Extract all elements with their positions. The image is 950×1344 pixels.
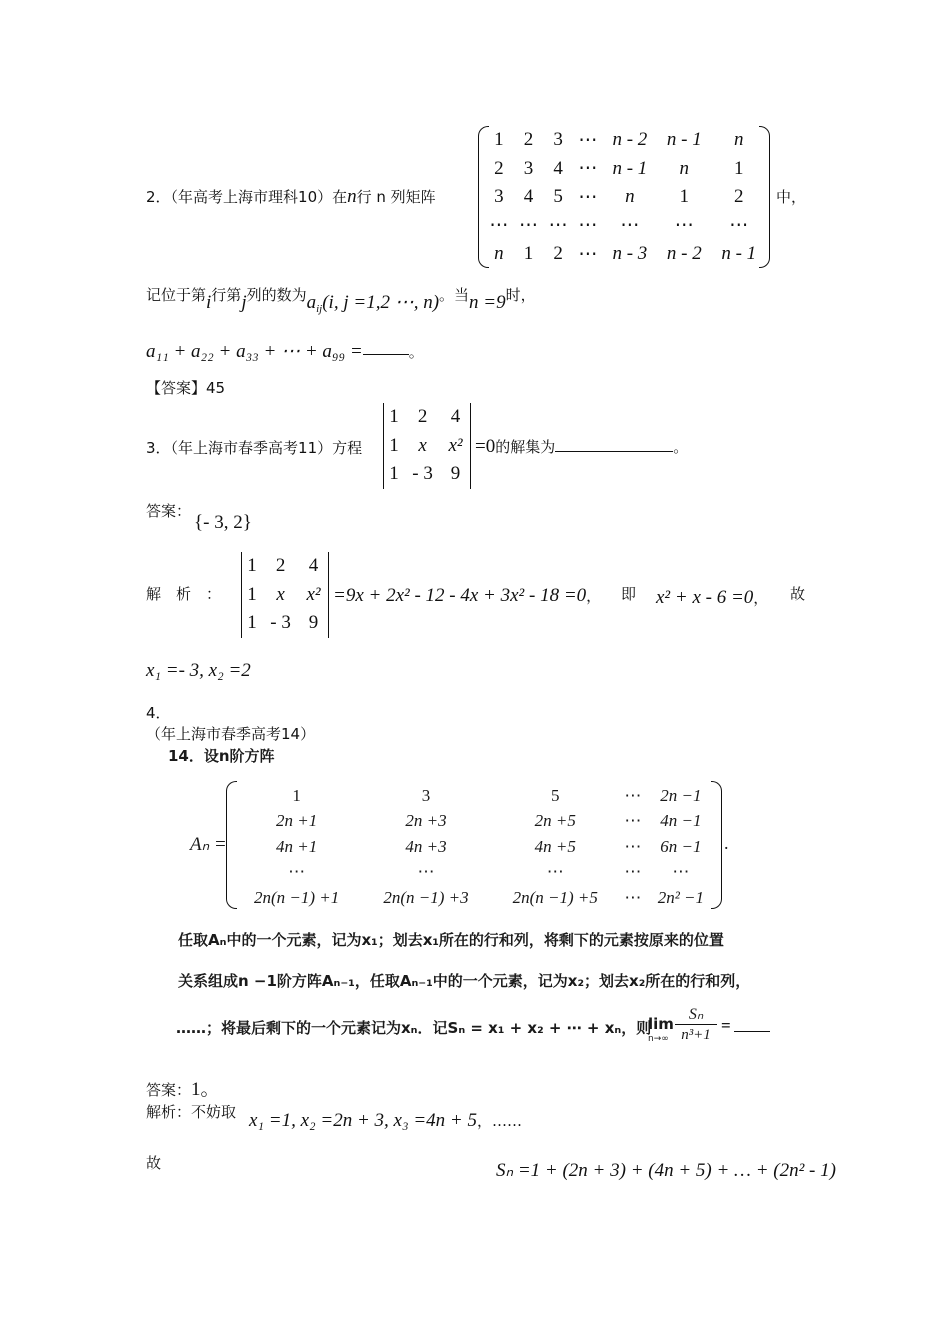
q2-answer-label: 【答案】 [146, 379, 207, 397]
q4-scan-matrix-cell: ⋯ [546, 862, 564, 882]
q3-det-cell: x² [448, 434, 463, 456]
q2-matrix-cell: n [734, 129, 744, 151]
q4-answer [146, 1074, 220, 1101]
q3-analysis-det-row [243, 581, 327, 610]
q2-matrix-row [484, 240, 766, 269]
q2-sum-tail: 。 [408, 343, 424, 361]
q3-tail [475, 436, 688, 458]
q2-line2 [146, 283, 536, 315]
q3-det-cell: x [418, 434, 427, 456]
q3-det-grid [385, 403, 469, 489]
q2-matrix-cell: 4 [553, 157, 563, 179]
q2-matrix-cell: n [494, 243, 504, 265]
q3-heading [146, 437, 362, 458]
q4-analysis-label-line [146, 1101, 236, 1122]
q3-analysis-determinant [241, 552, 329, 638]
q3-det-row [385, 403, 469, 432]
q3-det-row [385, 432, 469, 461]
q3-quadratic: x² + x - 6 =0 [656, 587, 754, 608]
q2-matrix-cell: n - 1 [721, 243, 757, 265]
q3-analysis-det-cell: x [276, 583, 285, 605]
q3-ji: 即 [621, 585, 637, 603]
q2-matrix-row [484, 126, 766, 155]
q3-source: （年上海市春季高考11）方程 [170, 439, 363, 457]
q4-source: （年上海市春季高考14） [146, 725, 316, 743]
q4-gu: 故 [146, 1154, 162, 1172]
q2-matrix-cell: n [625, 186, 635, 208]
q2-matrix-cell: 2 [553, 243, 563, 265]
q2-sum-expr: a₁₁ + a₂₂ + a₃₃ + ⋯ + a₉₉ = [146, 341, 363, 362]
q2-matrix-cell: ⋯ [729, 215, 749, 237]
q2-line2-e: 时， [505, 286, 536, 304]
q4-scan-matrix-cell: 2n +5 [534, 811, 576, 831]
q2-sum-blank[interactable] [363, 340, 409, 355]
q3-comma1: ， [586, 587, 602, 605]
q4-analysis-tail: ，…… [476, 1112, 522, 1130]
q2-n-var: n [347, 186, 357, 207]
q4-scan-line3: ……；将最后剩下的一个元素记为xₙ．记Sₙ = x₁ + x₂ + ⋯ + xₙ，则 [176, 1019, 652, 1037]
q3-analysis-det-cell: - 3 [270, 612, 291, 634]
q4-analysis-formula: x₁ =1, x₂ =2n + 3, x₃ =4n + 5 [249, 1110, 477, 1131]
q4-scan-line2: 关系组成n −1阶方阵Aₙ₋₁，任取Aₙ₋₁中的一个元素，记为x₂；划去x₂所在的行和列， [178, 972, 751, 990]
q3-analysis-det-cell: x² [306, 583, 321, 605]
q4-scan-matrix-cell: 2n² −1 [657, 887, 705, 907]
q3-analysis-det-cell: 2 [275, 555, 286, 577]
q4-number: 4． [146, 704, 171, 722]
q3-det-cell: - 3 [412, 463, 433, 485]
q2-matrix-cell: ⋯ [578, 243, 598, 265]
q2-matrix-cell: 2 [494, 157, 504, 179]
q4-scan-blank [734, 1021, 770, 1032]
q2-source: （年高考上海市理科10）在 [170, 188, 348, 206]
q3-expansion: =9x + 2x² - 12 - 4x + 3x² - 18 =0 [333, 585, 587, 606]
q4-scan-matrix-cell: ⋯ [624, 887, 642, 907]
q4-scan-matrix-cell: 1 [292, 785, 301, 805]
q2-matrix-cell: ⋯ [578, 158, 598, 180]
q2-matrix-cell: 2 [734, 186, 744, 208]
q2-matrix-cell: ⋯ [548, 215, 568, 237]
q4-scan-matrix-cell: 3 [421, 785, 431, 805]
q4-scan-matrix-cell: ⋯ [624, 836, 642, 856]
q2-line2-b: 行第 [211, 286, 242, 304]
q4-scan-eq: = [721, 1016, 731, 1035]
q2-matrix-cell: 5 [553, 186, 563, 208]
q2-matrix-cell: 3 [523, 157, 534, 179]
q3-analysis-det-grid [243, 552, 327, 638]
q4-scan-matrix-row [232, 885, 716, 911]
q4-scan-lim-sub: n→∞ [648, 1034, 669, 1044]
q4-scan-matrix [226, 781, 722, 909]
q2-matrix-cell: ⋯ [489, 215, 509, 237]
q4-scan-matrix-cell: ⋯ [624, 811, 642, 831]
q3-det-cell: 9 [450, 463, 461, 485]
q4-scanned-problem-image [168, 745, 774, 1063]
q2-answer [146, 377, 225, 398]
q3-blank-tail: 。 [673, 438, 689, 456]
q3-determinant [383, 403, 471, 489]
q2-line2-c: 列的数为 [246, 286, 307, 304]
q2-matrix-cell: n [679, 157, 690, 179]
q4-analysis-text: 不妨取 [191, 1103, 237, 1121]
q4-scan-matrix-row [232, 809, 716, 835]
q2-matrix-cell: 3 [553, 129, 563, 151]
q2-line2-formula: a [306, 292, 317, 313]
q4-scan-lhs: Aₙ = [190, 834, 227, 855]
q4-analysis-label: 解析： [146, 1103, 192, 1121]
q2-matrix-cell: n - 1 [666, 129, 702, 151]
q3-comma2: ， [753, 589, 769, 607]
q2-matrix [478, 126, 770, 268]
q3-det-right-bar [470, 403, 471, 489]
q4-scan-matrix-cell: 2n(n −1) +5 [512, 887, 598, 907]
q2-matrix-cell: n - 2 [612, 129, 648, 151]
q2-matrix-cell: n - 2 [666, 243, 702, 265]
q4-scan-matrix-cell: 2n(n −1) +3 [383, 887, 469, 907]
q3-det-cell: 1 [389, 434, 399, 456]
q4-scan-matrix-cell: ⋯ [288, 862, 306, 882]
q2-matrix-cell: n - 3 [612, 243, 648, 265]
q2-matrix-cell: n - 1 [612, 157, 648, 179]
q2-after-matrix: 中， [776, 188, 807, 206]
q4-scan-lim: lim [648, 1015, 674, 1033]
q2-matrix-grid [484, 126, 766, 269]
q3-det-cell: 4 [450, 406, 461, 428]
q3-det-cell: 2 [417, 406, 428, 428]
q2-matrix-cell: ⋯ [519, 215, 538, 237]
q4-scan-matrix-cell: ⋯ [624, 785, 642, 805]
q3-answer-value: {- 3, 2} [194, 512, 252, 533]
q3-analysis-det-cell: 9 [308, 612, 319, 634]
q2-matrix-cell: 3 [494, 186, 504, 208]
q2-matrix-cell: ⋯ [578, 215, 598, 237]
q3-blank[interactable] [555, 437, 673, 452]
q4-scan-frac-num: Sₙ [675, 1004, 717, 1025]
q2-matrix-row [484, 212, 766, 241]
q2-matrix-cell: 2 [523, 129, 534, 151]
q2-line2-sub: ij [316, 303, 323, 315]
q2-matrix-cell: ⋯ [674, 215, 694, 237]
q3-eq-zero: =0 [475, 436, 496, 457]
q3-number: 3． [146, 439, 171, 457]
q4-scan-line1: 任取Aₙ中的一个元素，记为x₁；划去x₁所在的行和列，将剩下的元素按原来的位置 [178, 931, 724, 949]
q4-scan-matrix-row [232, 860, 716, 886]
q2-answer-value: 45 [206, 379, 226, 397]
q4-scan-matrix-grid [232, 783, 716, 911]
q4-scan-matrix-cell: 2n −1 [660, 785, 702, 805]
q2-matrix-cell: 1 [734, 157, 744, 179]
q3-det-cell: 1 [389, 406, 399, 428]
q3-analysis-det-row [243, 609, 327, 638]
q3-analysis-label: 解 析 ： [146, 585, 222, 603]
q2-matrix-cell: ⋯ [578, 129, 598, 151]
q4-scan-matrix-cell: ⋯ [624, 862, 642, 882]
q3-analysis-det-cell: 4 [308, 555, 319, 577]
q2-line2-n: n =9 [469, 292, 506, 313]
q4-scan-matrix-cell: 4n −1 [660, 811, 702, 831]
q4-answer-value: 1。 [191, 1079, 220, 1100]
q4-final-formula: Sₙ =1 + (2n + 3) + (4n + 5) + … + (2n² - 1) [496, 1160, 836, 1181]
q2-matrix-cell: 4 [523, 186, 534, 208]
q2-heading [146, 186, 436, 208]
q3-analysis-det-left-bar [241, 552, 242, 638]
q4-scan-matrix-cell: 6n −1 [660, 836, 702, 856]
q2-matrix-cell: ⋯ [620, 215, 640, 237]
q3-analysis-det-cell: 1 [247, 583, 257, 605]
q4-scan-matrix-cell: 2n(n −1) +1 [254, 887, 340, 907]
q2-matrix-cell: 1 [679, 186, 690, 208]
q3-det-left-bar [383, 403, 384, 489]
q4-scan-matrix-cell: ⋯ [417, 862, 435, 882]
q3-analysis-det-row [243, 552, 327, 581]
q2-matrix-row [484, 183, 766, 212]
q2-line2-j: j [241, 292, 247, 313]
q3-answer-label: 答案： [146, 502, 192, 520]
q3-det-row [385, 460, 469, 489]
q3-analysis-det-cell: 1 [247, 555, 257, 577]
q4-scan-matrix-cell: ⋯ [672, 862, 690, 882]
q3-expansion-line [333, 585, 601, 607]
q2-matrix-row [484, 155, 766, 184]
q4-analysis-formula-line [249, 1110, 522, 1132]
q4-scan-matrix-row [232, 783, 716, 809]
q2-sum [146, 340, 424, 363]
q4-scan-matrix-cell: 4n +5 [534, 836, 576, 856]
q2-matrix-cell: ⋯ [578, 186, 598, 208]
q2-matrix-cell: 1 [494, 129, 504, 151]
q3-analysis-det-cell: 1 [247, 612, 257, 634]
q4-answer-label: 答案： [146, 1081, 192, 1099]
q3-roots: x₁ =- 3, x₂ =2 [146, 660, 251, 681]
q2-line2-i: i [206, 292, 212, 313]
q4-scan-dot: . [724, 833, 729, 853]
q2-line2-d: 。当 [439, 286, 470, 304]
q4-scan-matrix-cell: 4n +3 [405, 836, 447, 856]
q4-scan-matrix-cell: 2n +3 [405, 811, 447, 831]
q2-matrix-cell: 1 [523, 243, 534, 265]
q2-after-n: 行 n 列矩阵 [356, 188, 436, 206]
q4-scan-frac-den: n³+1 [681, 1027, 711, 1043]
q4-scan-matrix-cell: 5 [551, 785, 560, 805]
q3-quadratic-line [656, 587, 768, 609]
q3-after: 的解集为 [495, 438, 556, 456]
q4-scan-matrix-cell: 2n +1 [276, 811, 318, 831]
q2-line2-args: (i, j =1,2 ⋯, n) [322, 292, 440, 313]
q3-analysis-det-right-bar [328, 552, 329, 638]
q3-gu: 故 [790, 585, 806, 603]
q2-number: 2． [146, 188, 171, 206]
q4-scan-matrix-row [232, 834, 716, 860]
q4-scan-matrix-cell: 4n +1 [276, 836, 318, 856]
q3-det-cell: 1 [389, 463, 399, 485]
q4-scan-title: 14．设n阶方阵 [168, 747, 275, 765]
q2-line2-a: 记位于第 [146, 286, 207, 304]
